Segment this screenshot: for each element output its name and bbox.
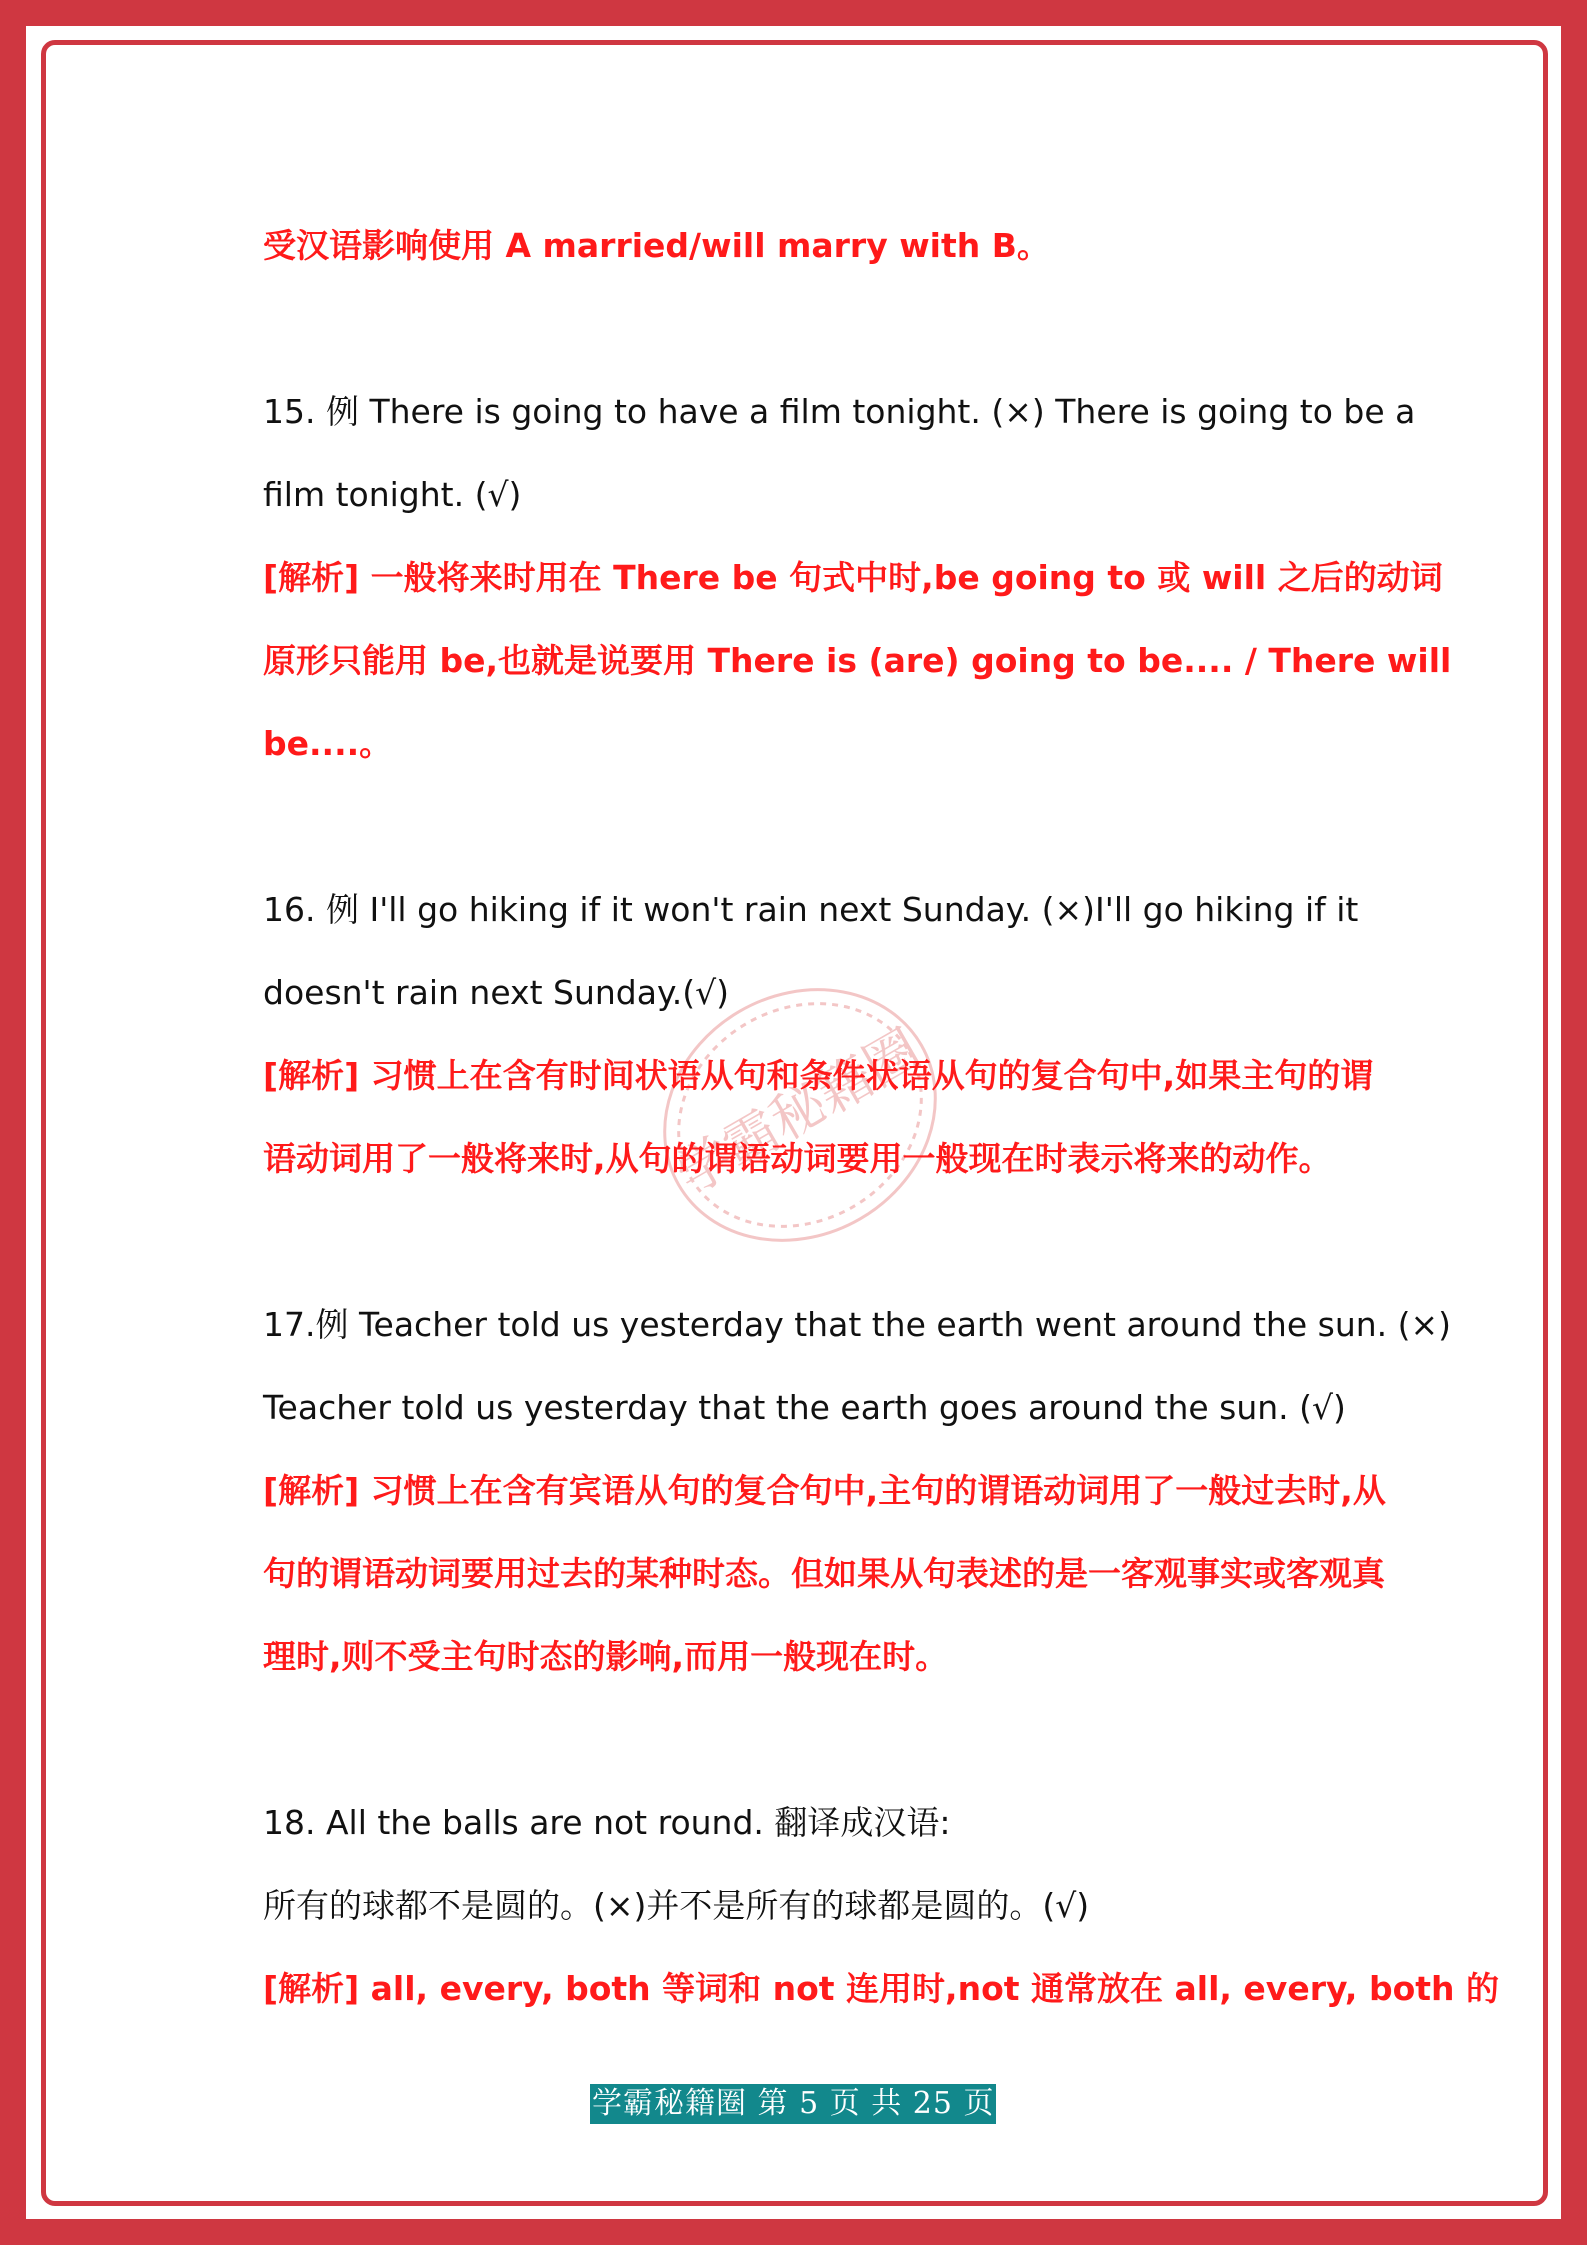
analysis-15-line-1: [解析] 一般将来时用在 There be 句式中时,be going to 或 will 之后的动词 (263, 558, 1443, 597)
example-18-line-1: 18. All the balls are not round. 翻译成汉语: (263, 1803, 951, 1842)
example-15-line-1: 15. 例 There is going to have a film tonight. (×) There is going to be a (263, 392, 1416, 431)
example-15-line-2: film tonight. (√) (263, 475, 522, 514)
analysis-17-line-3: 理时,则不受主句时态的影响,而用一般现在时。 (263, 1637, 949, 1676)
example-18-line-2: 所有的球都不是圆的。(×)并不是所有的球都是圆的。(√) (263, 1886, 1090, 1925)
analysis-15-line-3: be....。 (263, 724, 393, 763)
analysis-16-line-1: [解析] 习惯上在含有时间状语从句和条件状语从句的复合句中,如果主句的谓 (263, 1056, 1374, 1095)
analysis-15-line-2: 原形只能用 be,也就是说要用 There is (are) going to be.... / There will (263, 641, 1452, 680)
analysis-17-line-1: [解析] 习惯上在含有宾语从句的复合句中,主句的谓语动词用了一般过去时,从 (263, 1471, 1386, 1510)
watermark-text: 学霸秘籍圈 (665, 1017, 931, 1207)
example-16-line-2: doesn't rain next Sunday.(√) (263, 973, 730, 1012)
document-body (263, 204, 1500, 2030)
example-16-line-1: 16. 例 I'll go hiking if it won't rain next Sunday. (×)I'll go hiking if it (263, 890, 1359, 929)
page-footer: 学霸秘籍圈 第 5 页 共 25 页 (590, 2084, 996, 2124)
answer-line: 受汉语影响使用 A married/will marry with B。 (263, 226, 1050, 265)
example-17-line-2: Teacher told us yesterday that the earth goes around the sun. (√) (263, 1388, 1346, 1427)
example-17-line-1: 17.例 Teacher told us yesterday that the earth went around the sun. (×) (263, 1305, 1452, 1344)
analysis-18-line-1: [解析] all, every, both 等词和 not 连用时,not 通常放在 all, every, both 的 (263, 1969, 1500, 2008)
analysis-17-line-2: 句的谓语动词要用过去的某种时态。但如果从句表述的是一客观事实或客观真 (263, 1554, 1385, 1593)
analysis-16-line-2: 语动词用了一般将来时,从句的谓语动词要用一般现在时表示将来的动作。 (263, 1139, 1332, 1178)
